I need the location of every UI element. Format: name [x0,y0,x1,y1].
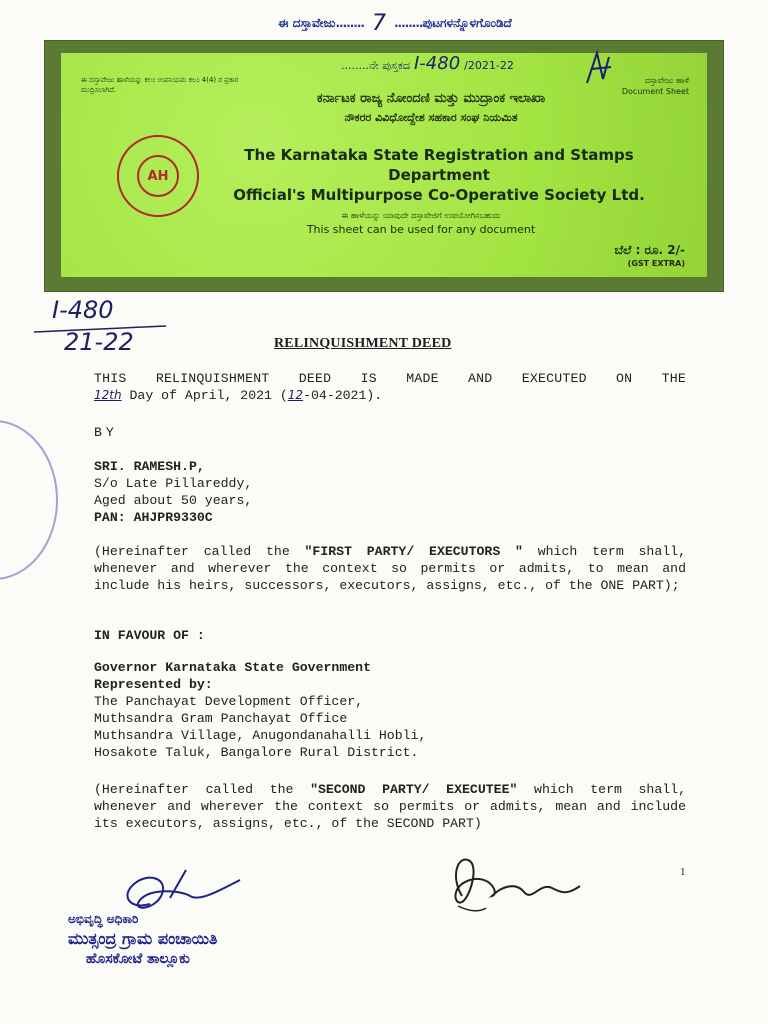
book-registration-prefix: ........ನೇ ಪುಸ್ತಕದ [341,59,410,72]
intro-end: -04-2021). [303,388,383,403]
officer-designation: ಅಭಿವೃದ್ಧಿ ಅಧಿಕಾರಿ [68,912,139,926]
page-count-suffix: ಪುಟಗಳನ್ನೊಳಗೊಂಡಿದೆ [422,16,512,30]
second-desc-role: "SECOND PARTY/ EXECUTEE" [310,782,518,797]
handwritten-reference [30,296,170,360]
document-sheet-en: Document Sheet [621,87,689,96]
in-favour-of-label: IN FAVOUR OF : [94,628,205,643]
gst-note: (GST EXTRA) [627,259,685,268]
purple-round-stamp [0,420,58,580]
stamp-sheet [44,40,724,292]
department-name-en [219,145,659,205]
handwritten-ref-number: I-480 [52,296,114,324]
department-name-en-2: Official's Multipurpose Co-Operative Society Ltd. [233,186,645,204]
by-label: BY [94,425,118,440]
page-count-dots-2: ........ [393,16,423,30]
stamp-left-note: ಈ ದಸ್ತಾವೇಜು ಹಾಳೆಯನ್ನು ಕಲಂ ಉಪನಿಯಮ ಕಲಂ 4(4) ರ ಪ್ರಕಾರ ಮುದ್ರಿಸಲಾಗಿದೆ. [81,76,239,94]
sheet-price: ಬೆಲೆ : ರೂ. 2/- [614,243,685,257]
first-party-description [94,543,686,594]
second-party-address-3: Muthsandra Village, Anugondanahalli Hobli, [94,728,427,743]
second-party-address-2: Muthsandra Gram Panchayat Office [94,711,348,726]
second-party-description [94,781,686,832]
first-desc-post: which term shall, whenever and wherever the context so permits or admits, to mean and include his heirs, successors, executors, assigns, etc., of the ONE PART); [94,544,686,593]
intro-line-2 [94,387,686,404]
book-registration-line [341,53,514,74]
panchayat-name: ಮುತ್ಸಂದ್ರ ಗ್ರಾಮ ಪಂಚಾಯಿತಿ [68,929,218,948]
book-registration-number: I-480 [413,53,461,74]
taluk-name: ಹೊಸಕೋಟೆ ತಾಲ್ಲೂಕು [86,951,190,967]
page-count-handwritten: 7 [371,11,386,36]
intro-day-number-handwritten: 12 [287,388,304,402]
intro-day-handwritten: 12th [94,388,122,402]
document-sheet-kn: ದಸ್ತಾವೇಜು ಹಾಳೆ [644,76,689,85]
deed-title: RELINQUISHMENT DEED [274,336,452,351]
second-desc-post: which term shall, whenever and wherever the context so permits or admits, mean and include its executors, assigns, etc., of the SECOND PART) [94,782,686,831]
first-party-age: Aged about 50 years, [94,493,253,508]
seal-center: AH [137,155,179,197]
first-desc-pre: (Hereinafter called the [94,544,305,559]
represented-by-label: Represented by: [94,677,213,692]
first-party-parent: S/o Late Pillareddy, [94,476,253,491]
book-registration-year: /2021-22 [464,59,514,72]
first-desc-role: "FIRST PARTY/ EXECUTORS " [304,544,523,559]
usage-note-en: This sheet can be used for any document [306,223,536,236]
first-party-name: SRI. RAMESH.P, [94,459,205,474]
second-party-address-4: Hosakote Taluk, Bangalore Rural District. [94,745,419,760]
stamp-sheet-inner [61,53,707,277]
page-number: 1 [680,866,686,878]
second-desc-pre: (Hereinafter called the [94,782,311,797]
document-page-count-line [278,8,568,34]
society-seal [117,135,199,217]
first-party-pan: PAN: AHJPR9330C [94,510,213,525]
page-count-dots: ........ [335,16,364,30]
panchayat-officer-stamp [68,912,268,967]
first-party-signature [440,846,600,918]
second-party-name: Governor Karnataka State Government [94,660,371,675]
intro-mid: Day of April, 2021 ( [129,388,288,403]
page-count-prefix: ಈ ದಸ್ತಾವೇಜು [278,16,336,30]
handwritten-ref-year: 21-22 [64,328,134,356]
usage-note-kn: ಈ ಹಾಳೆಯನ್ನು ಯಾವುದೇ ದಸ್ತಾವೇಜಿಗೆ ಉಪಯೋಗಿಸಬಹುದು [341,211,501,220]
department-name-en-1: The Karnataka State Registration and Stamps Department [244,146,634,184]
intro-line-1: THIS RELINQUISHMENT DEED IS MADE AND EXECUTED ON THE [94,371,686,386]
department-name-kn-2: ನೌಕರರ ವಿವಿಧೋದ್ದೇಶ ಸಹಕಾರ ಸಂಘ ನಿಯಮಿತ [344,111,518,124]
second-party-address-1: The Panchayat Development Officer, [94,694,364,709]
department-name-kn-1: ಕರ್ನಾಟಕ ರಾಜ್ಯ ನೋಂದಣಿ ಮತ್ತು ಮುದ್ರಾಂಕ ಇಲಾಖಾ [316,91,546,106]
